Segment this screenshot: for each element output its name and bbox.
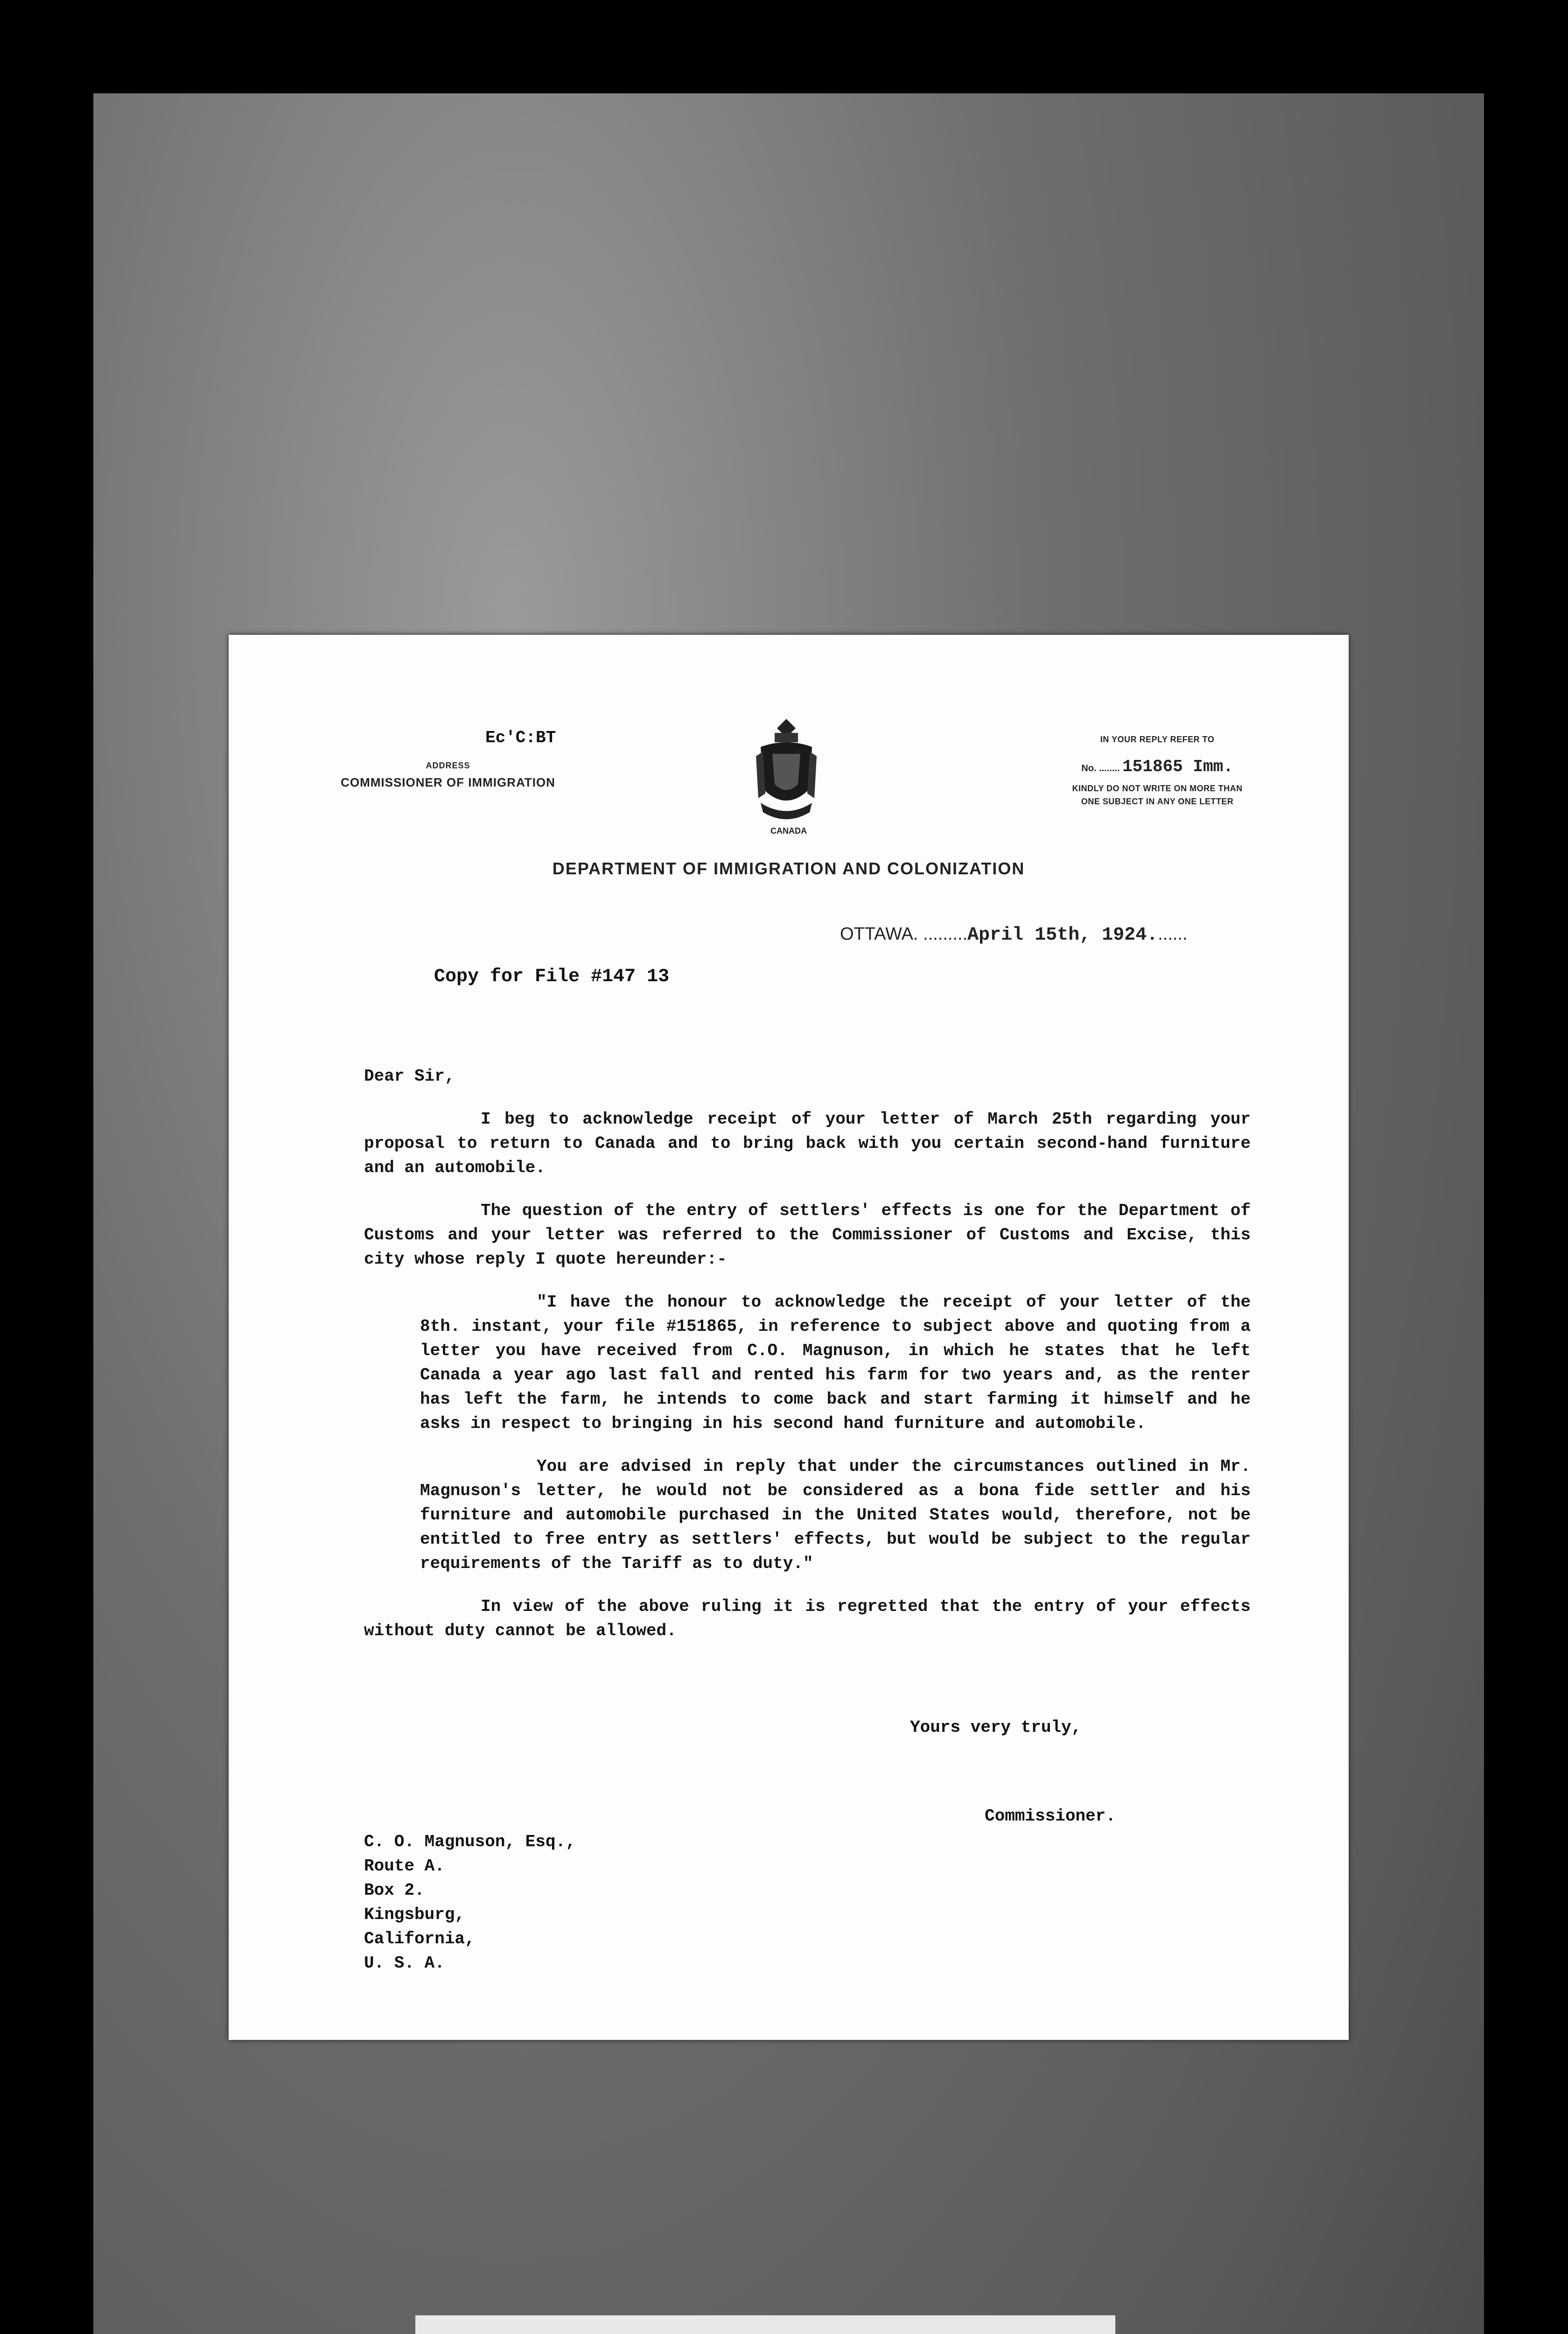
recipient-line-3: Box 2. — [364, 1881, 425, 1900]
reference-code: Ec'C:BT — [485, 728, 556, 747]
paragraph-1: I beg to acknowledge receipt of your letter of March 25th regarding your proposal to return to Canada and to bring back with you certain second-hand furniture and an automobile. — [364, 1110, 1251, 1177]
reply-refer-label: IN YOUR REPLY REFER TO — [1100, 735, 1215, 744]
salutation: Dear Sir, — [364, 1067, 455, 1086]
reply-number-value: 151865 Imm. — [1122, 757, 1233, 776]
copy-for-file: Copy for File #147 13 — [434, 966, 670, 987]
recipient-line-1: C. O. Magnuson, Esq., — [364, 1832, 576, 1851]
address-name: COMMISSIONER OF IMMIGRATION — [341, 775, 555, 789]
letter-body — [364, 1064, 1251, 1662]
department-title: DEPARTMENT OF IMMIGRATION AND COLONIZATION — [552, 859, 1025, 878]
signature-title: Commissioner. — [985, 1807, 1116, 1826]
letterhead-address — [327, 761, 569, 790]
recipient-line-5: California, — [364, 1929, 475, 1948]
crest-caption: CANADA — [770, 826, 807, 836]
quote-paragraph-2: You are advised in reply that under the circumstances outlined in Mr. Magnuson's letter, he would not be considered as a bona fide settler and his furniture and automobile purchased in the United States would, therefore, not be entitled to free entry as settlers' effects, but would be subject to the regular requirements of the Tariff as to duty." — [420, 1457, 1251, 1573]
letter-sheet — [229, 635, 1349, 2040]
reply-note-2: ONE SUBJECT IN ANY ONE LETTER — [1081, 797, 1234, 806]
coat-of-arms-icon — [751, 719, 821, 831]
city: OTTAWA. — [840, 924, 918, 944]
address-label: ADDRESS — [426, 761, 470, 770]
paragraph-2: The question of the entry of settlers' effects is one for the Department of Customs and your letter was referred to the Commissioner of Customs and Excise, this city whose reply I quote hereunder:- — [364, 1201, 1251, 1269]
letter-date: April 15th, 1924. — [967, 925, 1158, 946]
reply-number-label: No. — [1081, 763, 1097, 773]
reply-number: No. ........ 151865 Imm. — [1081, 757, 1233, 776]
paragraph-3: In view of the above ruling it is regretted that the entry of your effects without duty cannot be allowed. — [364, 1597, 1251, 1640]
quote-paragraph-1: "I have the honour to acknowledge the receipt of your letter of the 8th. instant, your file #151865, in reference to subject above and quoting from a letter you have received from C.O. Magnuson, in which he states that he left Canada a year ago last fall and rented his farm for two years and, as the renter has left the farm, he intends to come back and start farming it himself and he asks in respect to bringing in his second hand furniture and automobile. — [420, 1293, 1251, 1433]
reply-reference-block — [1017, 733, 1297, 808]
reply-note-1: KINDLY DO NOT WRITE ON MORE THAN — [1072, 784, 1243, 793]
recipient-line-6: U. S. A. — [364, 1954, 445, 1973]
closing: Yours very truly, — [910, 1718, 1082, 1737]
recipient-line-4: Kingsburg, — [364, 1905, 465, 1924]
recipient-address — [364, 1830, 576, 1975]
archival-citation — [415, 2315, 1115, 2334]
place-date: OTTAWA. .........April 15th, 1924....... — [840, 924, 1188, 946]
recipient-line-2: Route A. — [364, 1856, 445, 1876]
